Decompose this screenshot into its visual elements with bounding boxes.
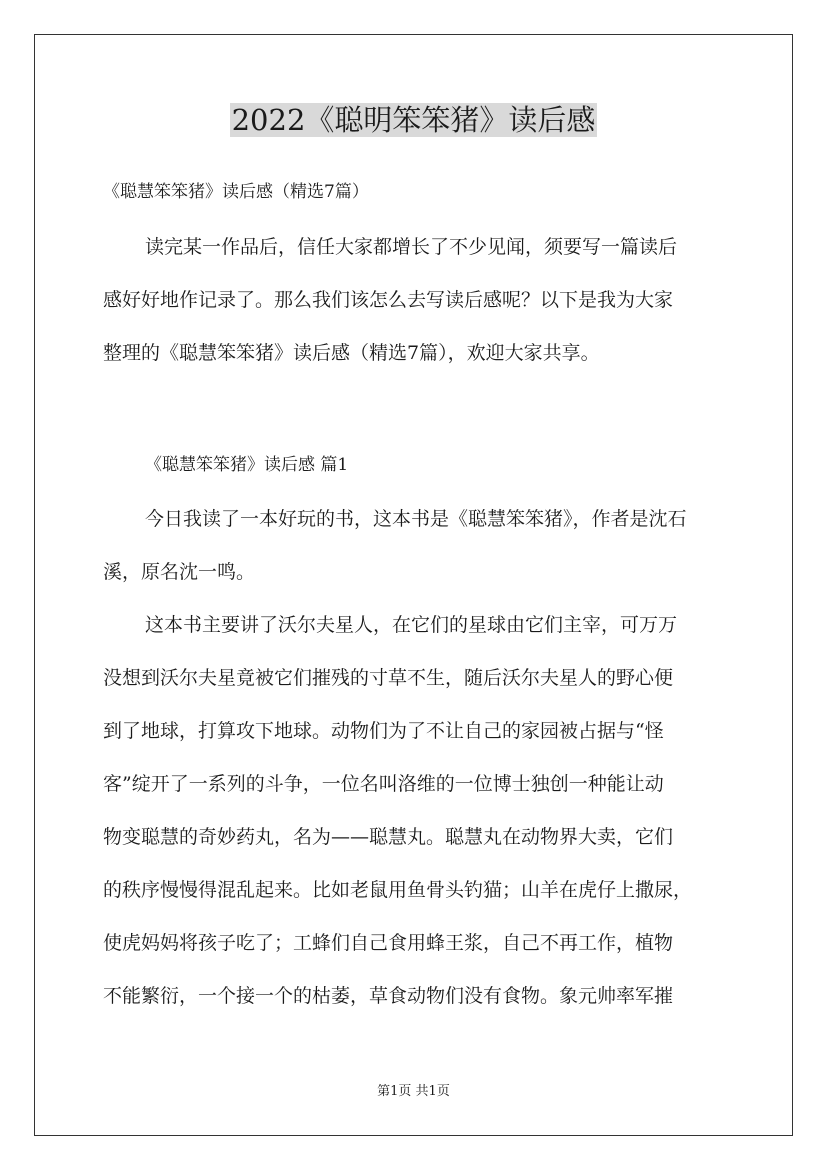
document-subtitle: 《聪慧笨笨猪》读后感（精选7篇） — [103, 182, 369, 202]
paragraph-line: 没想到沃尔夫星竟被它们摧残的寸草不生，随后沃尔夫星人的野心便 — [103, 667, 674, 689]
paragraph-line: 客”绽开了一系列的斗争，一位名叫洛维的一位博士独创一种能让动 — [103, 773, 664, 795]
intro-line: 整理的《聪慧笨笨猪》读后感（精选7篇），欢迎大家共享。 — [103, 342, 600, 364]
paragraph-line: 到了地球，打算攻下地球。动物们为了不让自己的家园被占据与“怪 — [103, 720, 664, 742]
page-number-footer: 第1页 共1页 — [377, 1084, 450, 1099]
paragraph-line: 物变聪慧的奇妙药丸，名为——聪慧丸。聪慧丸在动物界大卖，它们 — [103, 826, 674, 848]
section-heading: 《聪慧笨笨猪》读后感 篇1 — [145, 455, 349, 475]
document-title — [0, 100, 827, 140]
paragraph-line: 今日我读了一本好玩的书，这本书是《聪慧笨笨猪》，作者是沈石 — [145, 508, 687, 530]
intro-line: 感好好地作记录了。那么我们该怎么去写读后感呢？以下是我为大家 — [103, 289, 674, 311]
paragraph-line: 这本书主要讲了沃尔夫星人，在它们的星球由它们主宰，可万万 — [145, 614, 678, 636]
paragraph-line: 溪，原名沈一鸣。 — [103, 561, 256, 583]
paragraph-line: 的秩序慢慢得混乱起来。比如老鼠用鱼骨头钓猫；山羊在虎仔上撒尿， — [103, 879, 693, 901]
intro-line: 读完某一作品后，信任大家都增长了不少见闻，须要写一篇读后 — [145, 236, 678, 258]
paragraph-line: 使虎妈妈将孩子吃了；工蜂们自己食用蜂王浆，自己不再工作，植物 — [103, 932, 674, 954]
paragraph-line: 不能繁衍，一个接一个的枯萎，草食动物们没有食物。象元帅率军摧 — [103, 985, 674, 1007]
document-title-text: 2022《聪明笨笨猪》读后感 — [231, 103, 596, 137]
